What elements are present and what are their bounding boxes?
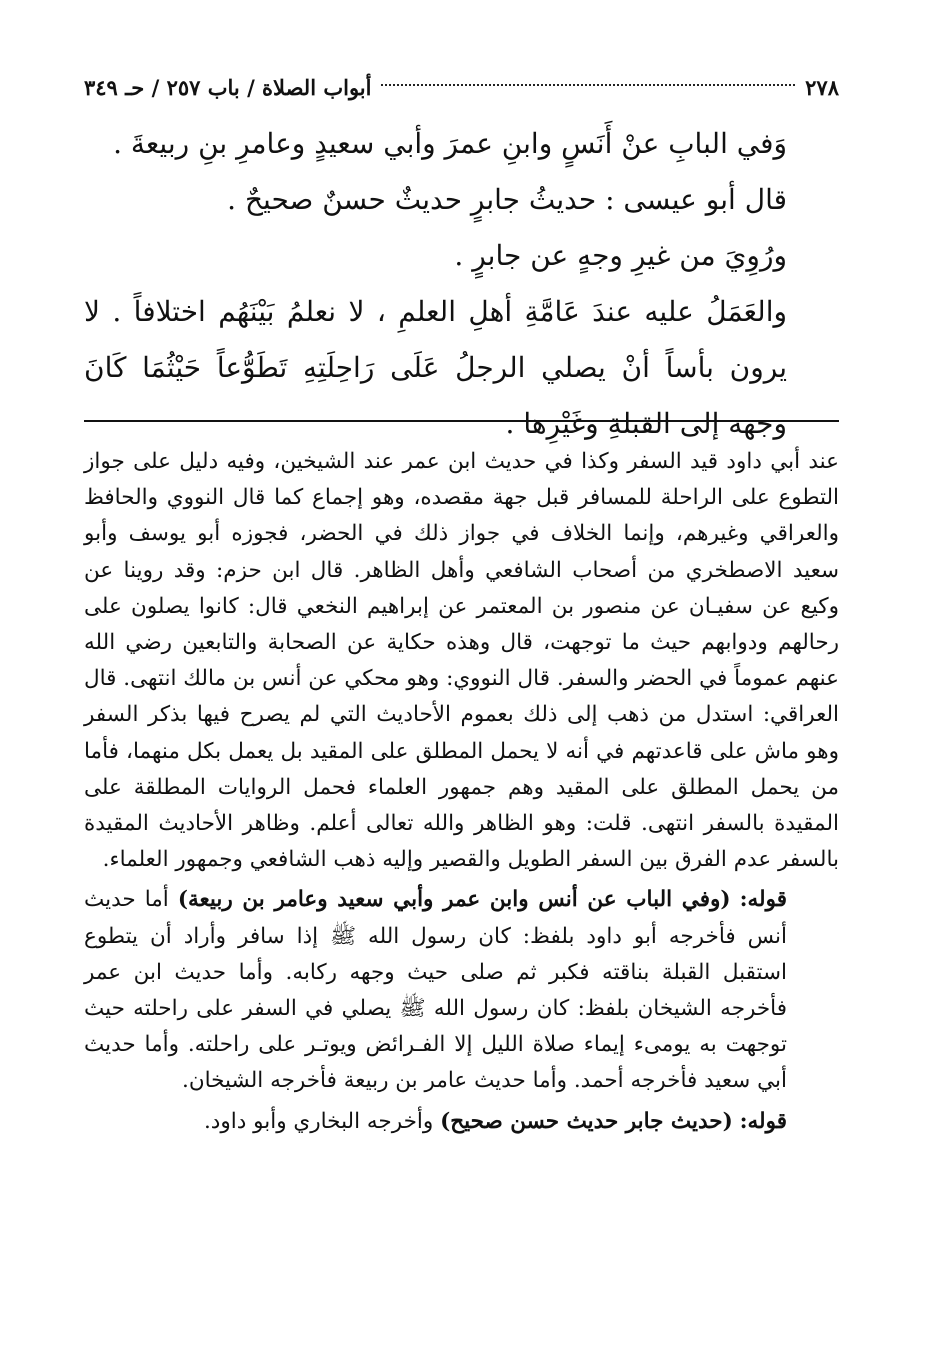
page-number: ٢٧٨ bbox=[805, 74, 839, 100]
commentary-text: أما حديث أنس فأخرجه أبو داود بلفظ: كان رسول الله ﷺ إذا سافر وأراد أن يتطوع استقبل القبلة بناقته فكبر ثم صلى حيث وجهه ركابه. وأما حديث ابن عمر فأخرجه الشيخان بلفظ: كان رسول الله ﷺ يصلي في السفر على راحلته حيث توجهت به يومىء إيماء صلاة الليل إلا الفـرائض ويوتـر على راحلته. وأما حديث أبي سعيد فأخرجه أحمد. وأما حديث عامر بن ربيعة فأخرجه الشيخان. bbox=[84, 887, 787, 1094]
quoted-text: (وفي الباب عن أنس وابن عمر وأبي سعيد وعامر بن ربيعة) bbox=[177, 887, 731, 913]
quoted-text: (حديث جابر حديث حسن صحيح) bbox=[440, 1108, 733, 1134]
main-paragraph: والعَمَلُ عليه عندَ عَامَّةِ أهلِ العلمِ ، لا نعلمُ بَيْنَهُم اختلافاً . لا يرون بأساً أنْ يصلي الرجلُ عَلَى رَاحِلَتِهِ تَطَوُّعاً حَيْثُمَا كَانَ وجهه إلى القبلةِ وغَيْرِها . bbox=[84, 295, 787, 440]
quote-label: قوله: bbox=[739, 887, 787, 913]
commentary-text: وأخرجه البخاري وأبو داود. bbox=[203, 1108, 434, 1134]
commentary-paragraph: عند أبي داود قيد السفر وكذا في حديث ابن عمر عند الشيخين، وفيه دليل على جواز التطوع على الراحلة للمسافر قبل جهة مقصده، وهو إجماع كما قال النووي والحافظ والعراقي وغيرهم، وإنما الخلاف في جواز ذلك في الحضر، فجوزه أبو يوسف وأبو سعيد الاصطخري من أصحاب الشافعي وأهل الظاهر. قال ابن حزم: وقد روينا عن وكيع عن سفيـان عن منصور بن المعتمر عن إبراهيم النخعي قال: كانوا يصلون على رحالهم ودوابهم حيث ما توجهت، قال وهذه حكاية عن الصحابة والتابعين رضي الله عنهم عموماً في الحضر والسفر. قال النووي: وهو محكي عن أنس بن مالك انتهى. قال العراقي: استدل من ذهب إلى ذلك بعموم الأحاديث التي لم يصرح فيها بذكر السفر وهو ماش على قاعدتهم في أنه لا يحمل المطلق على المقيد بل يعمل بكل منهما، فأما من يحمل المطلق على المقيد وهم جمهور العلماء فحمل الروايات المطلقة على المقيدة بالسفر انتهى. قلت: وهو الظاهر والله تعالى أعلم. وظاهر الأحاديث المقيدة بالسفر عدم الفرق بين السفر الطويل والقصير وإليه ذهب الشافعي وجمهور العلماء. bbox=[84, 449, 839, 873]
page-header bbox=[84, 70, 839, 104]
main-line: ورُوِيَ من غيرِ وجهٍ عن جابرٍ . bbox=[454, 239, 787, 272]
commentary-paragraph bbox=[84, 882, 839, 1099]
commentary bbox=[84, 444, 839, 1140]
running-title: أبواب الصلاة / باب ٢٥٧ / حـ ٣٤٩ bbox=[84, 74, 372, 100]
main-line: وَفي البابِ عنْ أَنَسٍ وابنِ عمرَ وأبي سعيدٍ وعامرِ بنِ ربيعةَ . bbox=[113, 127, 787, 160]
header-leader-dots bbox=[381, 84, 795, 86]
footnote-separator bbox=[84, 420, 839, 422]
commentary-paragraph bbox=[84, 1104, 839, 1140]
quote-label: قوله: bbox=[739, 1108, 787, 1134]
main-line: قال أبو عيسى : حديثُ جابرٍ حديثٌ حسنٌ صحيحٌ . bbox=[227, 183, 787, 216]
main-text bbox=[84, 116, 839, 452]
